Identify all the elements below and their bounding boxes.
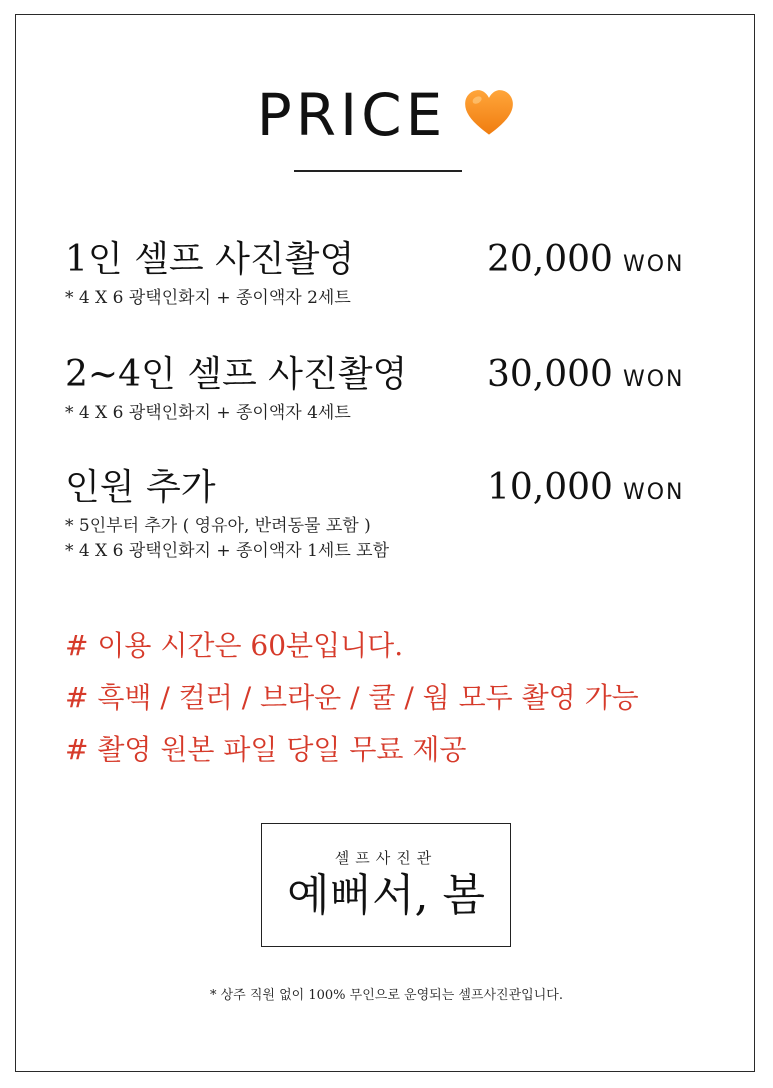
item-note: * 4 X 6 광택인화지 + 종이액자 2세트 [65,288,351,308]
item-note: * 5인부터 추가 ( 영유아, 반려동물 포함 ) [65,516,371,536]
item-notes [65,286,705,311]
item-name: 2~4인 셀프 사진촬영 [65,354,408,395]
item-price [487,236,685,289]
page-title: PRICE [256,81,447,149]
item-note: * 4 X 6 광택인화지 + 종이액자 1세트 포함 [65,541,390,561]
item-price [487,464,685,517]
studio-subtitle: 셀프사진관 [334,849,438,867]
title-underline [294,170,462,172]
item-name: 1인 셀프 사진촬영 [65,239,355,280]
item-price [487,351,685,404]
price-value: 30,000 [487,354,613,395]
info-line-filters: # 흑백 / 컬러 / 브라운 / 쿨 / 웜 모두 촬영 가능 [65,681,639,714]
studio-name: 예뻐서, 봄 [287,870,485,921]
price-unit: WON [622,367,685,392]
price-unit: WON [622,480,685,505]
title-block [0,81,773,149]
item-name: 인원 추가 [65,467,216,508]
price-item-1 [65,236,705,311]
info-line-original-files: # 촬영 원본 파일 당일 무료 제공 [65,733,467,766]
item-notes [65,401,705,426]
info-line-usage-time: # 이용 시간은 60분입니다. [65,629,404,662]
price-item-3 [65,464,705,564]
price-value: 10,000 [487,467,613,508]
studio-logo-box [261,823,511,947]
item-notes [65,514,705,564]
price-unit: WON [622,252,685,277]
orange-heart-icon [462,86,516,140]
price-value: 20,000 [487,239,613,280]
footnote: * 상주 직원 없이 100% 무인으로 운영되는 셀프사진관입니다. [209,988,563,1003]
item-note: * 4 X 6 광택인화지 + 종이액자 4세트 [65,403,351,423]
price-item-2 [65,351,705,426]
